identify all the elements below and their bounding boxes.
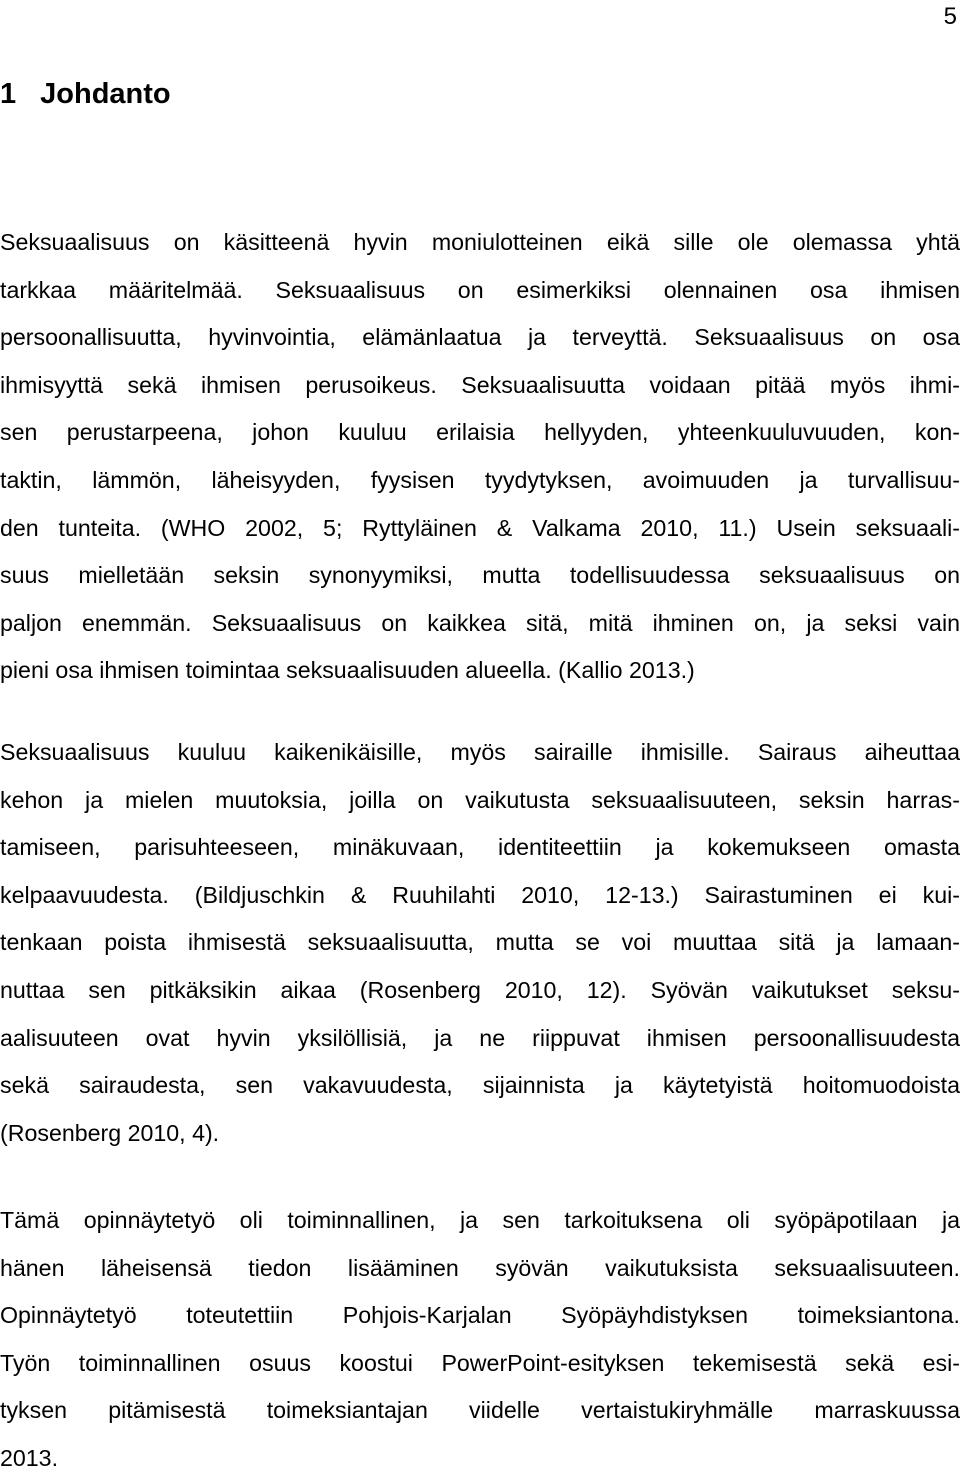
text-line: Työn toiminnallinen osuus koostui PowerPoint-esityksen tekemisestä sekä esi-: [0, 1349, 960, 1376]
text-line: Opinnäytetyö toteutettiin Pohjois-Karjalan Syöpäyhdistyksen toimeksiantona.: [0, 1302, 960, 1329]
paragraph-illness-effects: [0, 729, 960, 1157]
text-line: sekä sairaudesta, sen vakavuudesta, sijainnista ja käytetyistä hoitomuodoista: [0, 1072, 960, 1099]
text-line: tyksen pitämisestä toimeksiantajan viidelle vertaistukiryhmälle marraskuussa: [0, 1397, 960, 1424]
text-line: tenkaan poista ihmisestä seksuaalisuutta, mutta se voi muuttaa sitä ja lamaan-: [0, 929, 960, 956]
text-line: tarkkaa määritelmää. Seksuaalisuus on esimerkiksi olennainen osa ihmisen: [0, 276, 960, 303]
chapter-number: 1: [0, 78, 17, 110]
page-number: 5: [943, 3, 957, 30]
text-line: den tunteita. (WHO 2002, 5; Ryttyläinen & Valkama 2010, 11.) Usein seksuaali-: [0, 514, 960, 541]
text-line: (Rosenberg 2010, 4).: [0, 1119, 220, 1146]
text-line: Seksuaalisuus kuuluu kaikenikäisille, myös sairaille ihmisille. Sairaus aiheuttaa: [0, 739, 960, 765]
chapter-title: Johdanto: [40, 78, 171, 110]
text-line: hänen läheisensä tiedon lisääminen syövän vaikutuksista seksuaalisuuteen.: [0, 1254, 960, 1281]
text-line: paljon enemmän. Seksuaalisuus on kaikkea sitä, mitä ihminen on, ja seksi vain: [0, 609, 960, 636]
paragraph-introduction: [0, 219, 960, 695]
text-line: persoonallisuutta, hyvinvointia, elämänlaatua ja terveyttä. Seksuaalisuus on osa: [0, 324, 960, 351]
text-line: pieni osa ihmisen toimintaa seksuaalisuuden alueella. (Kallio 2013.): [0, 657, 695, 684]
text-line: Seksuaalisuus on käsitteenä hyvin moniulotteinen eikä sille ole olemassa yhtä: [0, 229, 960, 255]
text-line: Tämä opinnäytetyö oli toiminnallinen, ja sen tarkoituksena oli syöpäpotilaan ja: [0, 1207, 960, 1233]
text-line: aalisuuteen ovat hyvin yksilöllisiä, ja ne riippuvat ihmisen persoonallisuudesta: [0, 1024, 960, 1051]
text-line: kehon ja mielen muutoksia, joilla on vaikutusta seksuaalisuuteen, seksin harras-: [0, 786, 960, 813]
text-line: tamiseen, parisuhteeseen, minäkuvaan, identiteettiin ja kokemukseen omasta: [0, 834, 960, 861]
text-line: kelpaavuudesta. (Bildjuschkin & Ruuhilahti 2010, 12-13.) Sairastuminen ei kui-: [0, 881, 960, 908]
chapter-heading: [0, 76, 171, 112]
text-line: suus mielletään seksin synonyymiksi, mutta todellisuudessa seksuaalisuus on: [0, 562, 960, 589]
text-line: nuttaa sen pitkäksikin aikaa (Rosenberg 2010, 12). Syövän vaikutukset seksu-: [0, 976, 960, 1003]
text-line: sen perustarpeena, johon kuuluu erilaisia hellyyden, yhteenkuuluvuuden, kon-: [0, 419, 960, 446]
text-line: taktin, lämmön, läheisyyden, fyysisen tyydytyksen, avoimuuden ja turvallisuu-: [0, 466, 960, 493]
text-line: ihmisyyttä sekä ihmisen perusoikeus. Seksuaalisuutta voidaan pitää myös ihmi-: [0, 371, 960, 398]
text-line: 2013.: [0, 1444, 59, 1471]
paragraph-thesis-purpose: [0, 1197, 960, 1483]
